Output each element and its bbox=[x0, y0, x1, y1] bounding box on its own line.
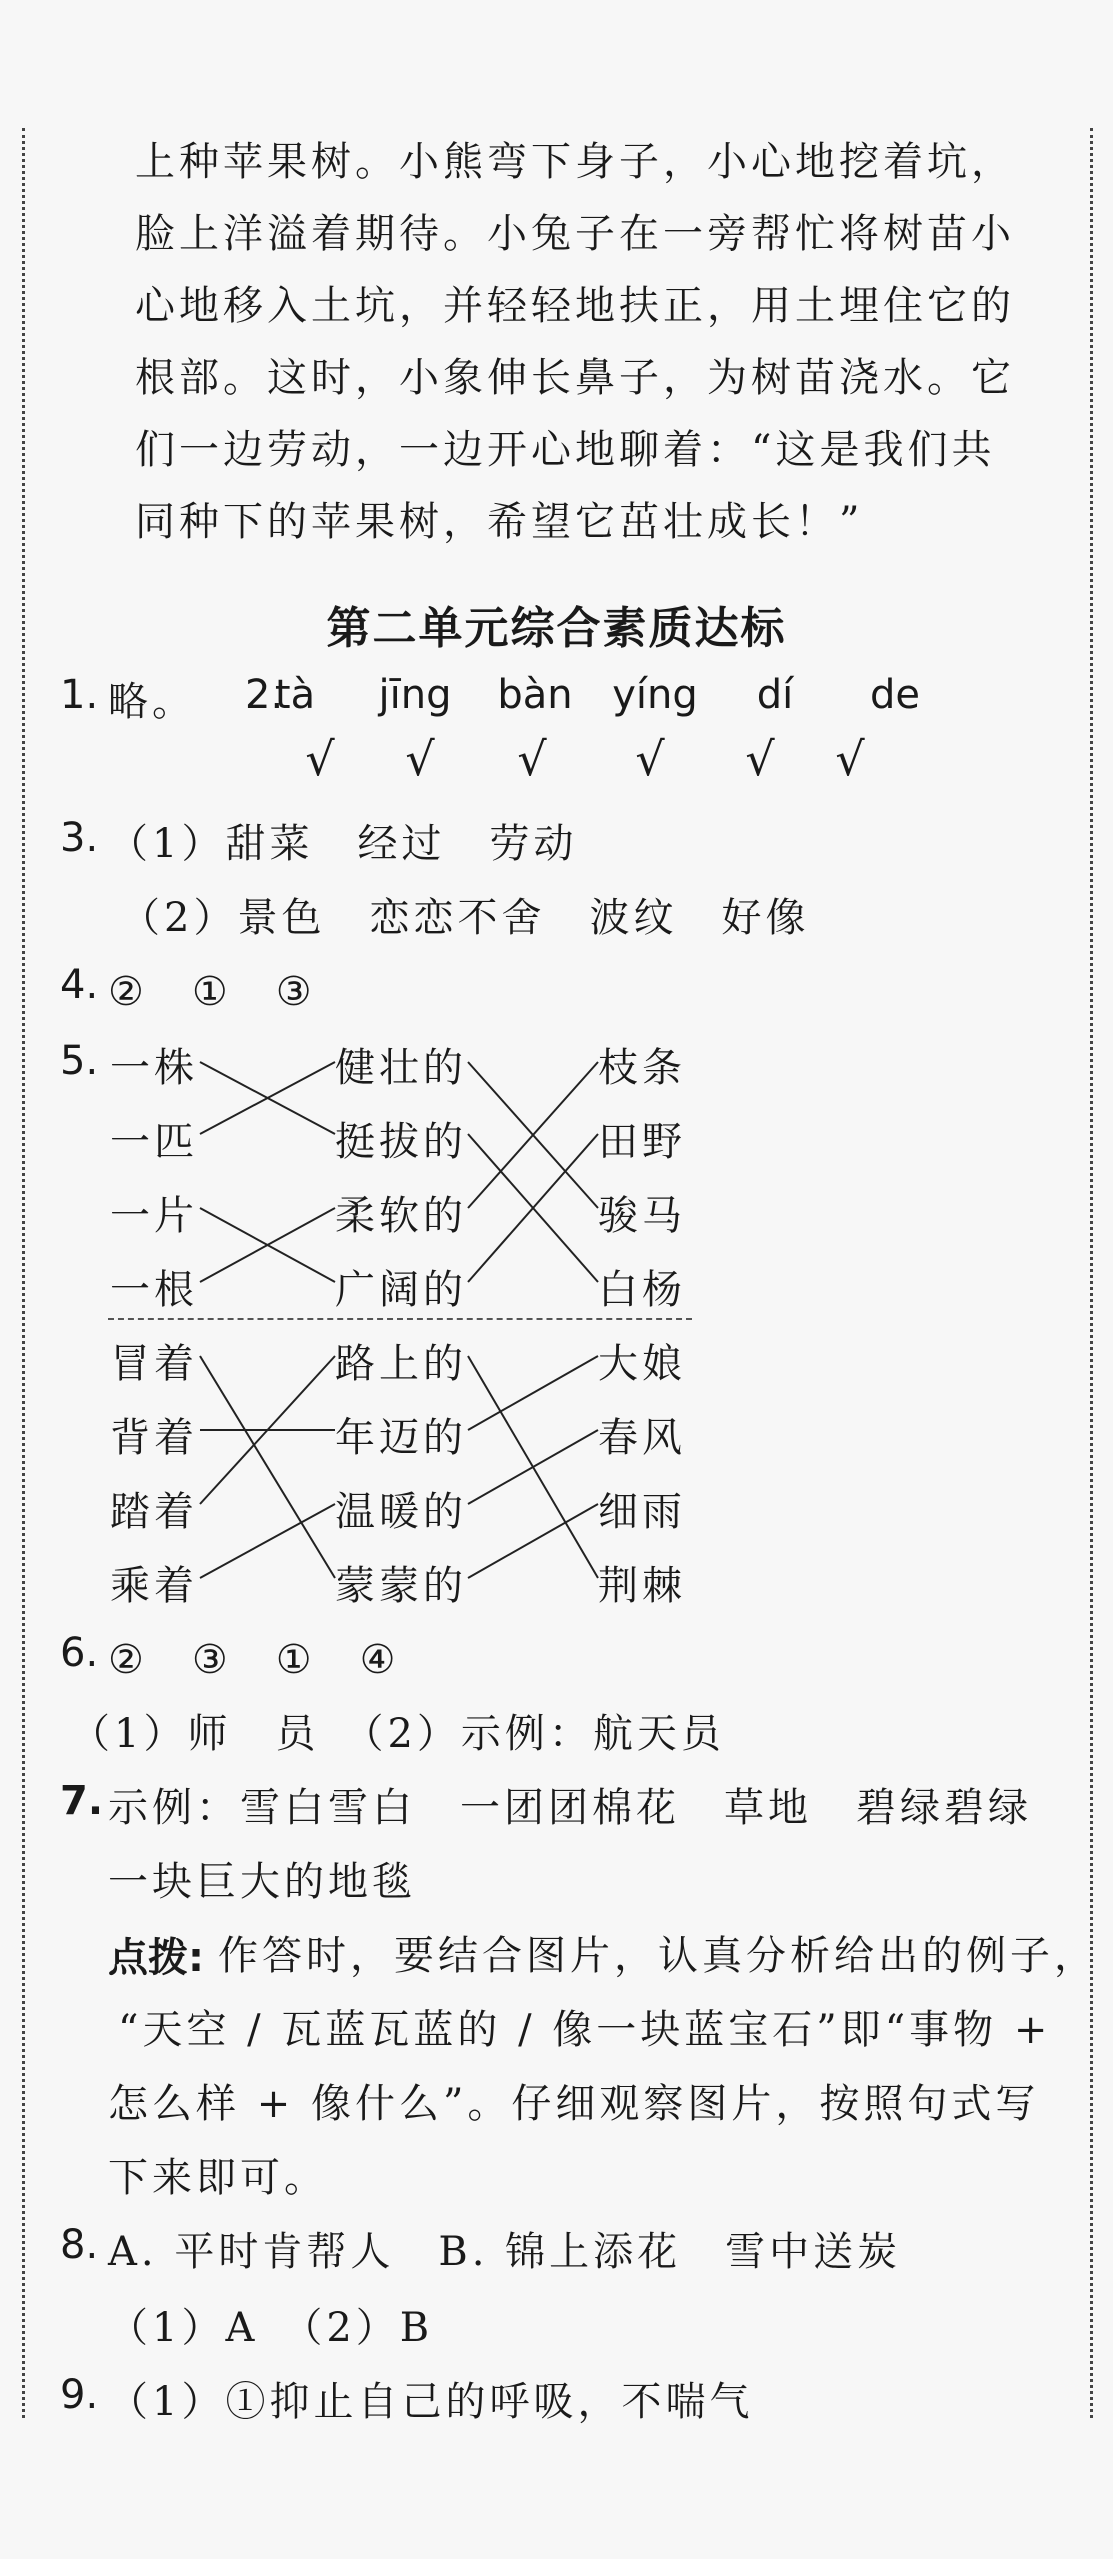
q5a-right-3: 骏马 bbox=[598, 1193, 686, 1239]
q5b-right-2: 春风 bbox=[598, 1415, 686, 1461]
q5a-right-4: 白杨 bbox=[598, 1267, 686, 1313]
q7-tip-line-1: 作答时，要结合图片，认真分析给出的例子， bbox=[218, 1933, 1098, 1979]
q1-number: 1. bbox=[60, 672, 99, 718]
q8-line-1: A. 平时肯帮人 B. 锦上添花 雪中送炭 bbox=[108, 2229, 902, 2275]
q5a-mid-2: 挺拔的 bbox=[335, 1119, 467, 1165]
q2-pinyin-1: tà bbox=[274, 672, 316, 718]
passage-line-6: 同种下的苹果树，希望它茁壮成长！” bbox=[135, 499, 864, 545]
q5b-right-4: 荆棘 bbox=[598, 1563, 686, 1609]
q3-line-1: （1）甜菜 经过 劳动 bbox=[108, 821, 578, 867]
q6-line-1: ② ③ ① ④ bbox=[108, 1637, 400, 1683]
q7-tip-label: 点拨: bbox=[108, 1935, 204, 1981]
q2-pinyin-5: dí bbox=[756, 672, 794, 718]
q2-pinyin-6: de bbox=[870, 672, 920, 718]
q1-answer: 略。 bbox=[108, 679, 196, 725]
q2-check-6: √ bbox=[835, 732, 865, 786]
q7-line-2: 一块巨大的地毯 bbox=[108, 1859, 416, 1905]
q8-line-2: （1）A （2）B bbox=[108, 2305, 434, 2351]
q5b-mid-1: 路上的 bbox=[335, 1341, 467, 1387]
q5b-mid-4: 蒙蒙的 bbox=[335, 1563, 467, 1609]
q2-pinyin-2: jīng bbox=[378, 672, 452, 718]
match-line bbox=[468, 1356, 598, 1430]
q5a-left-1: 一株 bbox=[110, 1045, 198, 1091]
match-line bbox=[468, 1504, 598, 1578]
q4-answer: ② ① ③ bbox=[108, 969, 316, 1015]
q9-line-1: （1）①抑止自己的呼吸，不喘气 bbox=[108, 2379, 754, 2425]
passage-line-2: 脸上洋溢着期待。小兔子在一旁帮忙将树苗小 bbox=[135, 211, 1015, 257]
q5a-mid-4: 广阔的 bbox=[335, 1267, 467, 1313]
q2-pinyin-3: bàn bbox=[497, 672, 573, 718]
q3-line-2: （2）景色 恋恋不舍 波纹 好像 bbox=[120, 895, 810, 941]
q5b-left-1: 冒着 bbox=[110, 1341, 198, 1387]
q5a-left-4: 一根 bbox=[110, 1267, 198, 1313]
q7-tip-line-3: 怎么样 + 像什么”。仔细观察图片，按照句式写 bbox=[108, 2081, 1040, 2127]
q3-number: 3. bbox=[60, 815, 99, 861]
passage-line-1: 上种苹果树。小熊弯下身子，小心地挖着坑， bbox=[135, 139, 1015, 185]
q8-number: 8. bbox=[60, 2222, 99, 2268]
q5b-right-3: 细雨 bbox=[598, 1489, 686, 1535]
q2-check-3: √ bbox=[517, 732, 547, 786]
q7-line-1: 示例：雪白雪白 一团团棉花 草地 碧绿碧绿 bbox=[108, 1785, 1032, 1831]
match-line bbox=[200, 1356, 335, 1578]
q9-number: 9. bbox=[60, 2372, 99, 2418]
q5a-right-1: 枝条 bbox=[598, 1045, 686, 1091]
q5b-mid-3: 温暖的 bbox=[335, 1489, 467, 1535]
q6-number: 6. bbox=[60, 1630, 99, 1676]
q7-tip-line-4: 下来即可。 bbox=[108, 2155, 328, 2201]
q4-number: 4. bbox=[60, 962, 99, 1008]
passage-line-4: 根部。这时，小象伸长鼻子，为树苗浇水。它 bbox=[135, 355, 1015, 401]
section-title: 第二单元综合素质达标 bbox=[326, 603, 787, 654]
q2-check-5: √ bbox=[745, 732, 775, 786]
match-line bbox=[200, 1504, 335, 1578]
q5a-left-3: 一片 bbox=[110, 1193, 198, 1239]
passage-line-3: 心地移入土坑，并轻轻地扶正，用土埋住它的 bbox=[135, 283, 1015, 329]
q5a-left-2: 一匹 bbox=[110, 1119, 198, 1165]
q6-line-2: （1）师 员 （2）示例：航天员 bbox=[70, 1711, 725, 1757]
q2-number: 2. bbox=[245, 672, 284, 718]
q2-check-4: √ bbox=[635, 732, 665, 786]
q2-check-2: √ bbox=[405, 732, 435, 786]
q7-number: 7. bbox=[60, 1778, 104, 1824]
passage-line-5: 们一边劳动，一边开心地聊着：“这是我们共 bbox=[135, 427, 996, 473]
q5b-right-1: 大娘 bbox=[598, 1341, 686, 1387]
q5b-left-2: 背着 bbox=[110, 1415, 198, 1461]
q5b-mid-2: 年迈的 bbox=[335, 1415, 467, 1461]
q5a-mid-1: 健壮的 bbox=[335, 1045, 467, 1091]
q5b-left-4: 乘着 bbox=[110, 1563, 198, 1609]
match-line bbox=[468, 1430, 598, 1504]
q5b-left-3: 踏着 bbox=[110, 1489, 198, 1535]
q5-number: 5. bbox=[60, 1038, 99, 1084]
q2-check-1: √ bbox=[305, 732, 335, 786]
q7-tip-line-2: “天空 / 瓦蓝瓦蓝的 / 像一块蓝宝石”即“事物 + bbox=[118, 2007, 1052, 2053]
q2-pinyin-4: yíng bbox=[612, 672, 698, 718]
q5a-right-2: 田野 bbox=[598, 1119, 686, 1165]
q5a-mid-3: 柔软的 bbox=[335, 1193, 467, 1239]
